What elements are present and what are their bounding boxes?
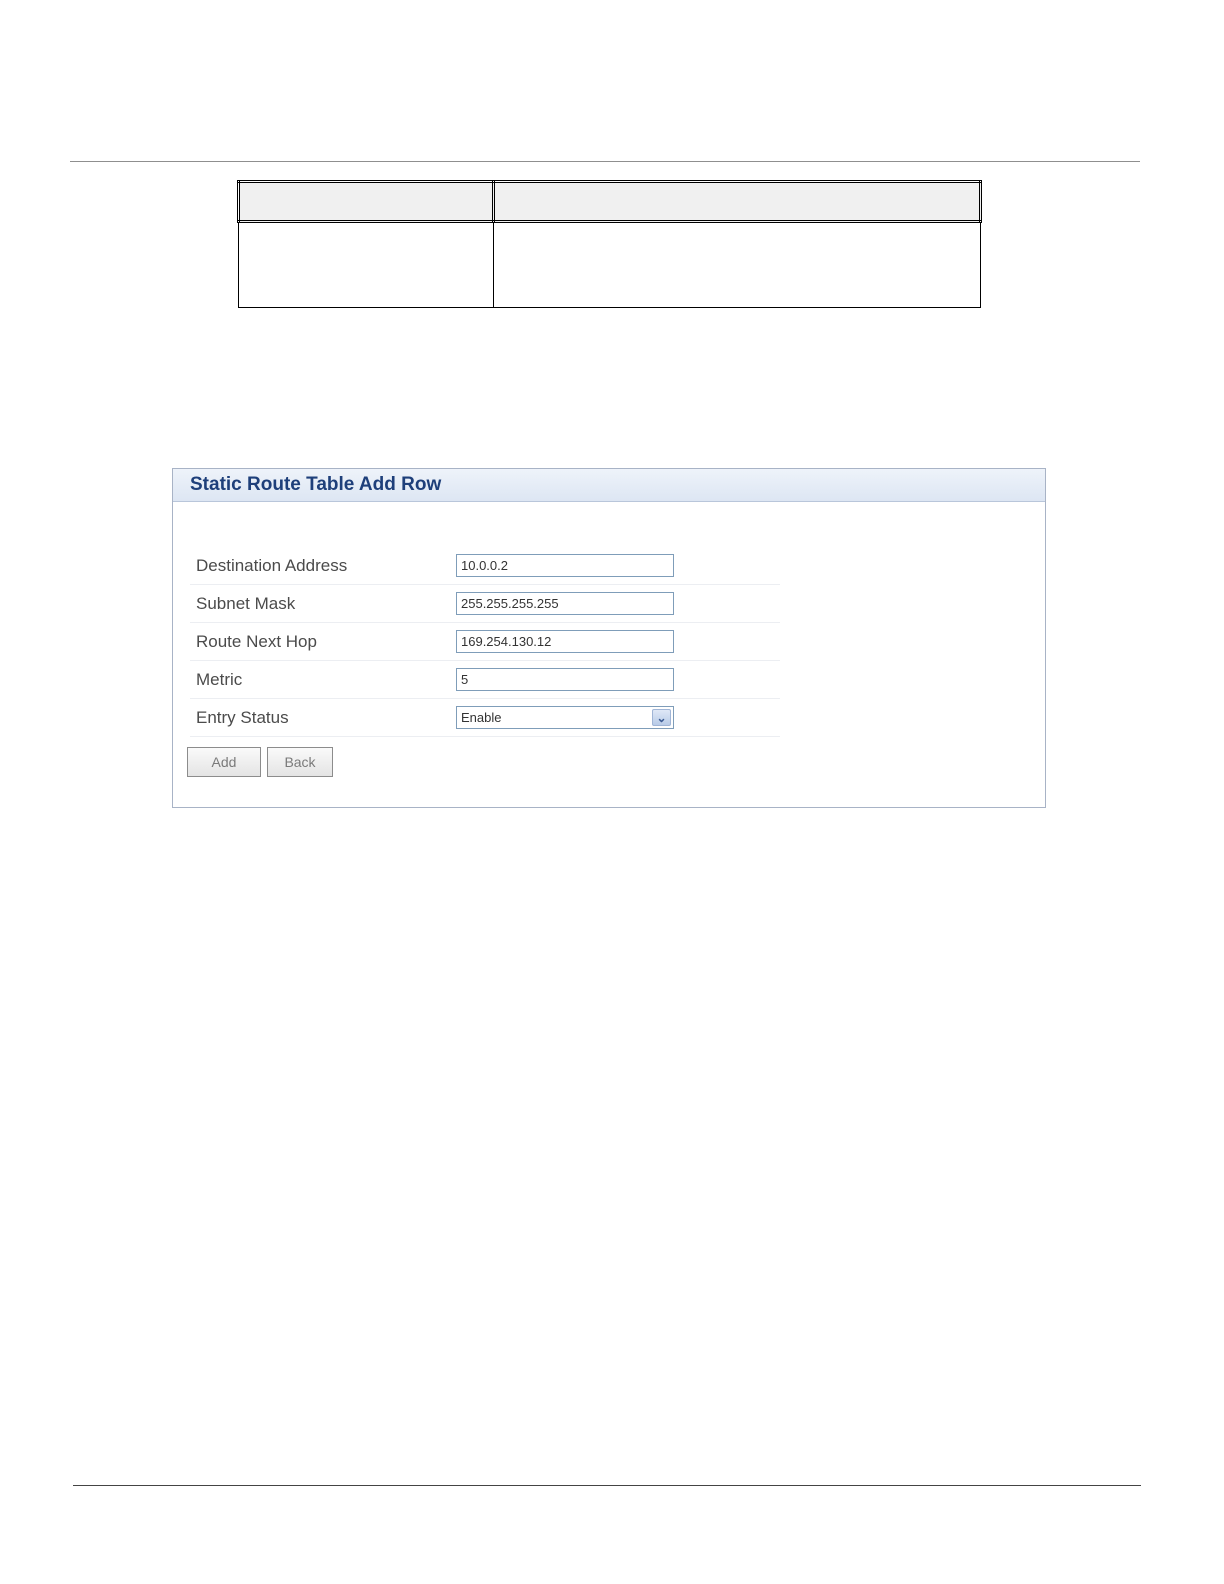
form-row-subnet [190,585,780,623]
entry-status-select[interactable] [456,706,674,729]
route-next-hop-label: Route Next Hop [196,631,317,651]
table-header-cell [239,182,494,222]
header-rule [70,161,1140,162]
table-header-cell [494,182,981,222]
panel-header [173,469,1045,502]
panel-title: Static Route Table Add Row [190,474,442,495]
back-button[interactable]: Back [267,747,333,777]
form-row-destination [190,547,780,585]
form-row-next-hop [190,623,780,661]
subnet-mask-label: Subnet Mask [196,593,296,613]
chevron-down-icon[interactable]: ⌄ [652,709,671,726]
document-table [237,180,982,308]
footer-rule [73,1485,1141,1486]
route-form [190,547,780,737]
destination-address-input[interactable] [456,554,674,577]
subnet-mask-input[interactable] [456,592,674,615]
entry-status-value: Enable [461,710,502,725]
route-next-hop-input[interactable] [456,630,674,653]
table-cell [494,222,981,308]
entry-status-label: Entry Status [196,707,289,727]
form-row-metric [190,661,780,699]
form-row-entry-status [190,699,780,737]
metric-label: Metric [196,669,243,689]
static-route-add-panel [172,468,1046,808]
destination-address-label: Destination Address [196,555,348,575]
metric-input[interactable] [456,668,674,691]
add-button[interactable]: Add [187,747,261,777]
button-bar [187,747,333,777]
table-cell [239,222,494,308]
